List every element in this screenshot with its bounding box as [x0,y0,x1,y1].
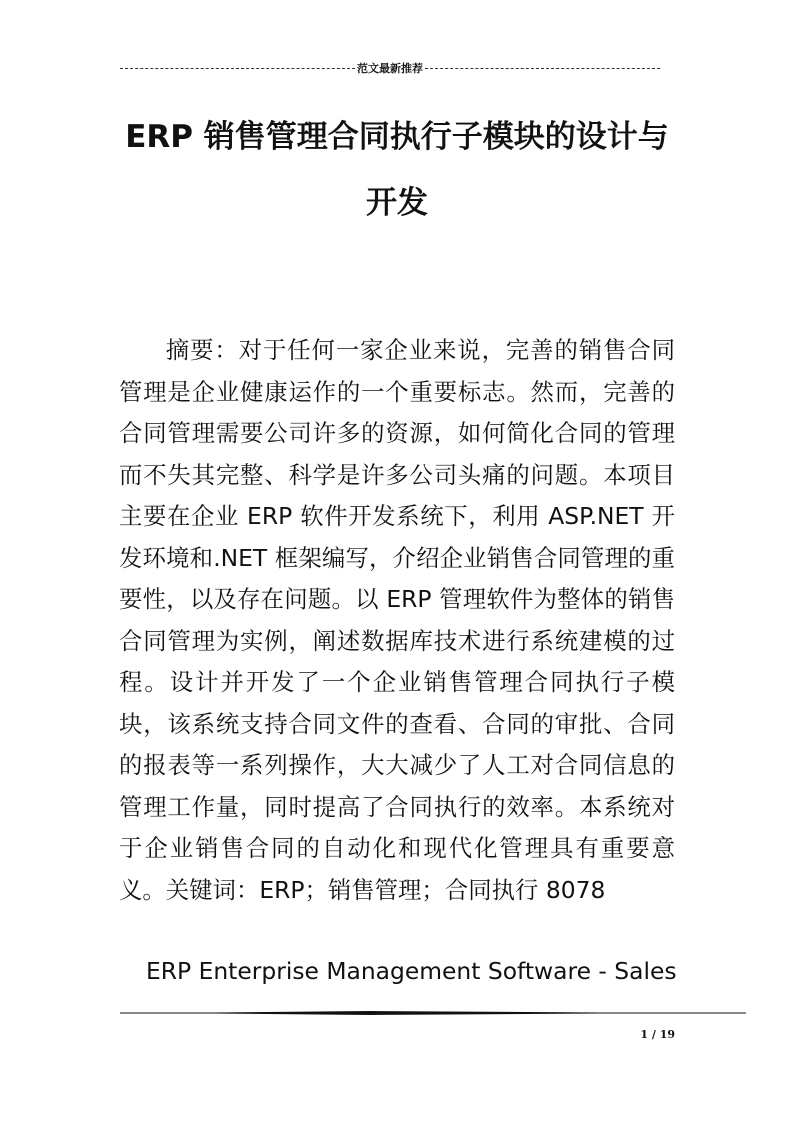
footer-rule-graphic [120,1010,746,1016]
header-label: 范文最新推荐 [357,62,423,75]
header-dash-left [120,68,355,69]
page-number: 1 / 19 [640,1028,675,1041]
abstract-paragraph: 摘要：对于任何一家企业来说，完善的销售合同管理是企业健康运作的一个重要标志。然而，完善的合同管理需要公司许多的资源，如何简化合同的管理而不失其完整、科学是许多公司头痛的问题。本项目主要在企业 ERP 软件开发系统下，利用 ASP.NET 开发环境和.NET 框架编写，介绍企业销售合同管理的重要性，以及存在问题。以 ERP 管理软件为整体的销售合同管理为实例，阐述数据库技术进行系统建模的过程。设计并开发了一个企业销售管理合同执行子模块，该系统支持合同文件的查看、合同的审批、合同的报表等一系列操作，大大减少了人工对合同信息的管理工作量，同时提高了合同执行的效率。本系统对于企业销售合同的自动化和现代化管理具有重要意义。关键词：ERP；销售管理；合同执行 8078 [119,336,675,904]
document-title: ERP 销售管理合同执行子模块的设计与开发 [125,119,669,221]
header-dash-right [425,68,660,69]
english-title-line: ERP Enterprise Management Software - Sales [146,957,677,985]
page-header [120,60,660,76]
footer-rule [120,1010,746,1016]
